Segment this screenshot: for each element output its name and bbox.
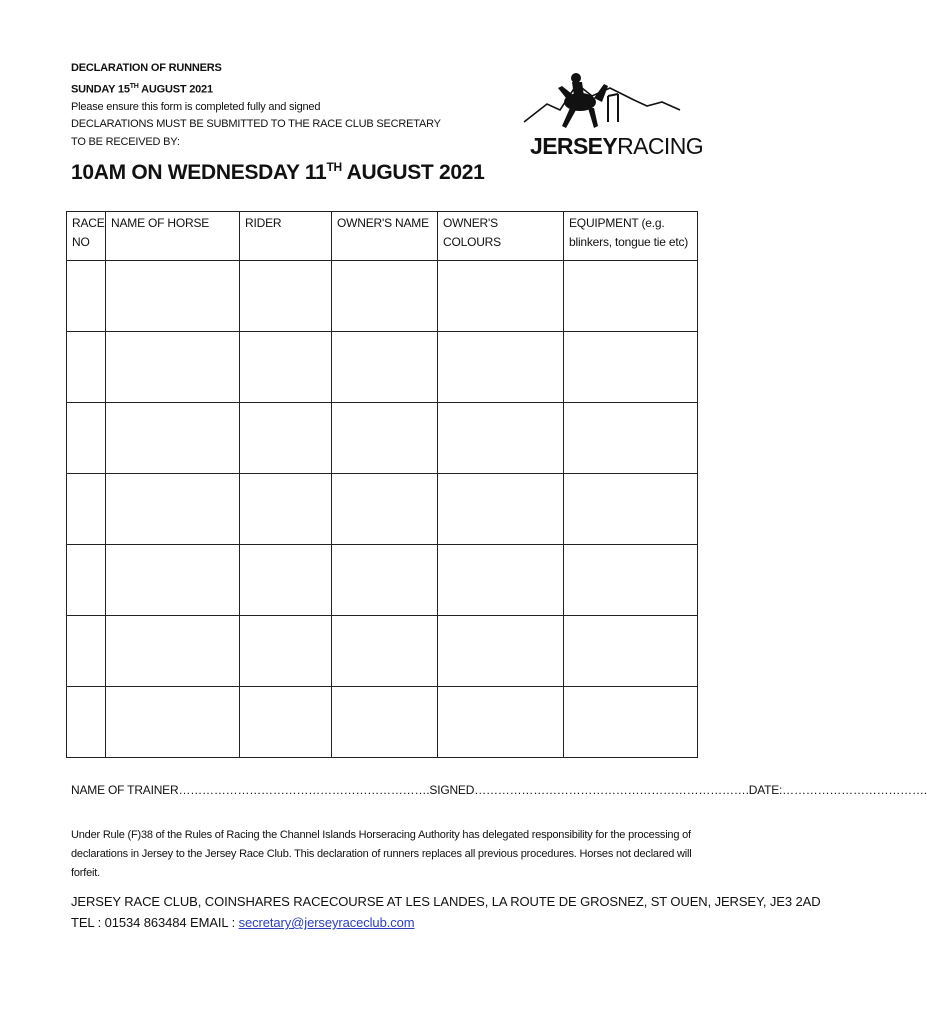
trainer-signature-line[interactable]: NAME OF TRAINER……………………………………………………….SIGNED…………………………………………………………….DATE:………………………………. <box>71 783 927 797</box>
column-header-owner-colours: OWNER'S COLOURS <box>438 212 564 261</box>
contact-line <box>71 912 821 933</box>
rider-cell[interactable] <box>240 545 332 616</box>
horse-jockey-icon <box>558 73 608 128</box>
race-no-cell[interactable] <box>67 261 106 332</box>
column-header-owner-name: OWNER'S NAME <box>332 212 438 261</box>
club-contact <box>71 891 821 933</box>
race-date: SUNDAY 15TH AUGUST 2021 <box>71 82 213 96</box>
instruction-line: Please ensure this form is completed fully and signed <box>71 100 321 113</box>
table-row <box>67 332 698 403</box>
owner-name-cell[interactable] <box>332 261 438 332</box>
rider-cell[interactable] <box>240 474 332 545</box>
column-header-rider: RIDER <box>240 212 332 261</box>
club-address: JERSEY RACE CLUB, COINSHARES RACECOURSE AT LES LANDES, LA ROUTE DE GROSNEZ, ST OUEN, JERSEY, JE3 2AD <box>71 894 821 909</box>
rider-cell[interactable] <box>240 403 332 474</box>
email-link[interactable]: secretary@jerseyraceclub.com <box>238 915 415 930</box>
owner-name-cell[interactable] <box>332 616 438 687</box>
owner-name-cell[interactable] <box>332 687 438 758</box>
owner-colours-cell[interactable] <box>438 616 564 687</box>
owner-colours-cell[interactable] <box>438 332 564 403</box>
owner-name-cell[interactable] <box>332 332 438 403</box>
equipment-cell[interactable] <box>564 545 698 616</box>
rider-cell[interactable] <box>240 616 332 687</box>
rider-cell[interactable] <box>240 687 332 758</box>
owner-name-cell[interactable] <box>332 545 438 616</box>
owner-colours-cell[interactable] <box>438 403 564 474</box>
rider-cell[interactable] <box>240 261 332 332</box>
equipment-cell[interactable] <box>564 261 698 332</box>
race-no-cell[interactable] <box>67 687 106 758</box>
deadline-heading: 10AM ON WEDNESDAY 11TH AUGUST 2021 <box>71 160 485 184</box>
winning-post-icon <box>608 94 618 122</box>
race-no-cell[interactable] <box>67 616 106 687</box>
telephone-label: TEL : 01534 863484 EMAIL : <box>71 915 239 930</box>
race-no-cell[interactable] <box>67 332 106 403</box>
equipment-cell[interactable] <box>564 474 698 545</box>
owner-colours-cell[interactable] <box>438 474 564 545</box>
form-header <box>71 60 441 151</box>
form-title: DECLARATION OF RUNNERS <box>71 62 222 74</box>
table-row <box>67 403 698 474</box>
column-header-race-no: RACE NO <box>67 212 106 261</box>
race-no-cell[interactable] <box>67 403 106 474</box>
column-header-horse-name: NAME OF HORSE <box>106 212 240 261</box>
owner-name-cell[interactable] <box>332 403 438 474</box>
owner-colours-cell[interactable] <box>438 261 564 332</box>
race-no-cell[interactable] <box>67 545 106 616</box>
rider-cell[interactable] <box>240 332 332 403</box>
column-header-equipment: EQUIPMENT (e.g. blinkers, tongue tie etc) <box>564 212 698 261</box>
received-by-label: TO BE RECEIVED BY: <box>71 135 180 148</box>
horse-name-cell[interactable] <box>106 403 240 474</box>
equipment-cell[interactable] <box>564 616 698 687</box>
runners-table <box>66 211 698 758</box>
equipment-cell[interactable] <box>564 332 698 403</box>
horse-name-cell[interactable] <box>106 261 240 332</box>
table-row <box>67 261 698 332</box>
submission-notice: DECLARATIONS MUST BE SUBMITTED TO THE RACE CLUB SECRETARY <box>71 118 441 131</box>
horse-name-cell[interactable] <box>106 474 240 545</box>
horse-name-cell[interactable] <box>106 545 240 616</box>
rule-notice: Under Rule (F)38 of the Rules of Racing the Channel Islands Horseracing Authority has delegated responsibility for the processing of declarations in Jersey to the Jersey Race Club. This declaration of runners replaces all previous procedures. Horses not declared will forfeit. <box>71 829 692 879</box>
equipment-cell[interactable] <box>564 687 698 758</box>
table-row <box>67 616 698 687</box>
jersey-racing-logo <box>522 44 682 190</box>
table-row <box>67 474 698 545</box>
owner-colours-cell[interactable] <box>438 687 564 758</box>
horse-name-cell[interactable] <box>106 332 240 403</box>
horse-name-cell[interactable] <box>106 687 240 758</box>
owner-name-cell[interactable] <box>332 474 438 545</box>
race-no-cell[interactable] <box>67 474 106 545</box>
horse-name-cell[interactable] <box>106 616 240 687</box>
logo-wordmark: JERSEYRACING <box>530 133 704 159</box>
owner-colours-cell[interactable] <box>438 545 564 616</box>
table-row <box>67 687 698 758</box>
table-header-row <box>67 212 698 261</box>
table-row <box>67 545 698 616</box>
equipment-cell[interactable] <box>564 403 698 474</box>
